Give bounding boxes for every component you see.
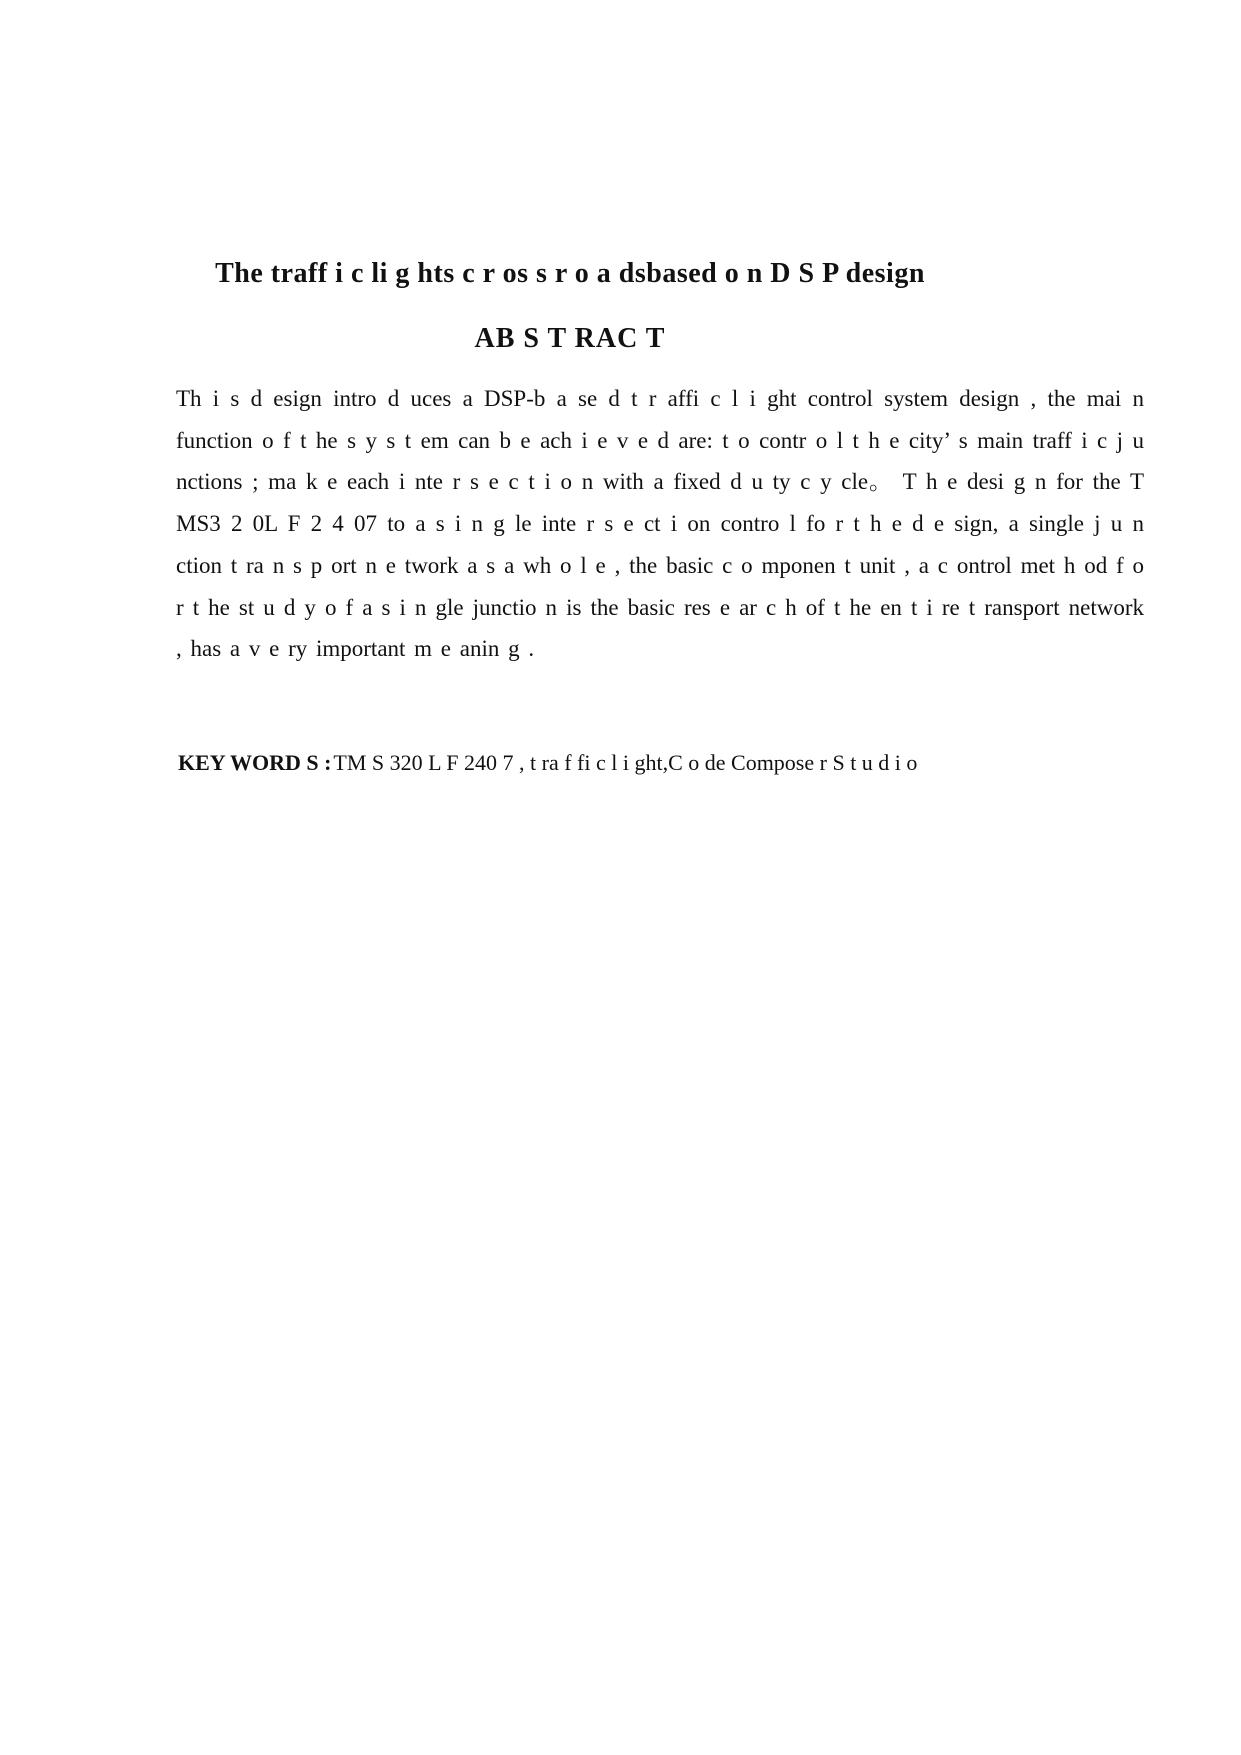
keywords-text: TM S 320 L F 240 7 , t ra f fi c l i ght,C o de Compose r S t u d i o: [333, 750, 918, 775]
keywords-label: KEY WORD S :: [178, 750, 332, 775]
keywords-line: [178, 750, 1138, 776]
abstract-heading: AB S T RAC T: [474, 323, 666, 354]
abstract-body: Th i s d esign intro d uces a DSP-b a se d t r affi c l i ght control system design , the mai n function o f t he s y s t em can b e ach i e v e d are: t o contr o l t h e city’ s main traff i c j u nctions ; ma k e each i nte r s e c t i o n with a fixed d u ty c y cle。 T h e desi g n for the T MS3 2 0L F 2 4 07 to a s i n g le inte r s e ct i on contro l fo r t h e d e sign, a single j u n ction t ra n s p ort n e twork a s a wh o l e , the basic c o mponen t unit , a c ontrol met h od f o r t he st u d y o f a s i n gle junctio n is the basic res e ar c h of t he en t i re t ransport network , has a v e ry important m e anin g .: [176, 386, 1144, 662]
document-title: The traff i c li g hts c r os s r o a dsbased o n D S P design: [215, 258, 925, 289]
